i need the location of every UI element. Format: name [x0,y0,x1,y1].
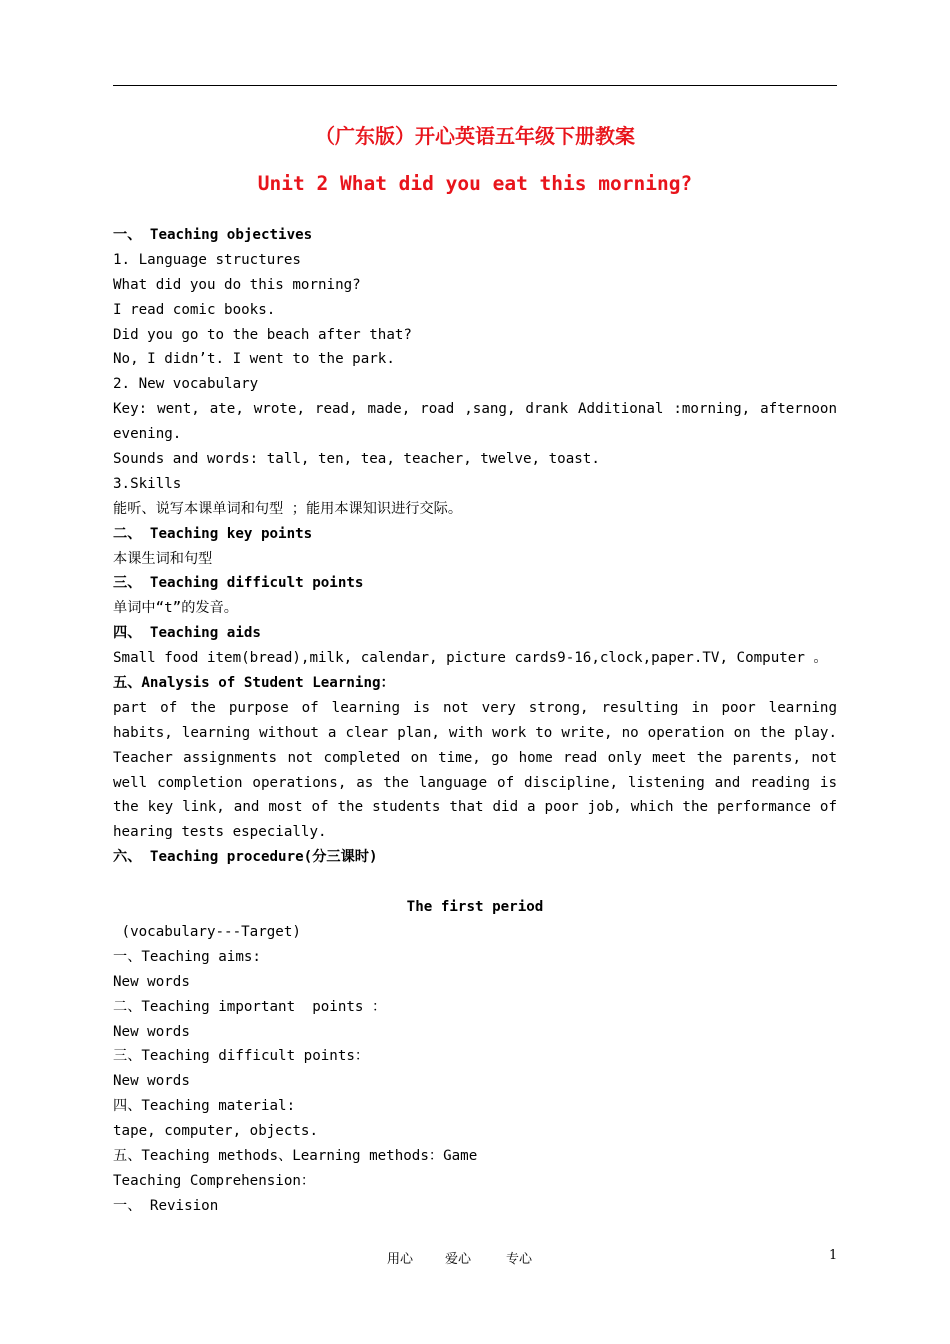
structure-question-1: What did you do this morning? [113,276,361,293]
page-footer [0,1248,950,1268]
revision-heading: 一、 Revision [113,1197,219,1214]
analysis-line: the key link, and most of the students that did a poor job, which the performance of [113,799,837,816]
methods-text: 五、Teaching methods、Learning methods：Game [113,1147,478,1164]
difficult-points-label: 三、Teaching difficult points： [113,1048,370,1065]
section-heading-aids: 四、 Teaching aids [113,625,261,642]
page-number: 1 [829,1248,838,1263]
footer-word: 爱心 [445,1252,472,1267]
difficult-points-text: 单词中“t”的发音。 [113,600,238,617]
footer-word: 专心 [506,1252,533,1267]
section-heading-objectives: 一、 Teaching objectives [113,227,313,243]
material-text: tape, computer, objects. [113,1123,318,1140]
doc-title-cn: （广东版）开心英语五年级下册教案 [315,124,635,148]
analysis-line: Teacher assignments not completed on time, go home read only meet the parents, not [113,749,837,766]
vocabulary-key-line: Key: went, ate, wrote, read, made, road ,sang, drank Additional :morning, afternoon [113,401,837,418]
structure-answer-2: No, I didn’t. I went to the park. [113,351,395,368]
section-heading-difficult-points: 三、 Teaching difficult points [113,575,364,592]
important-points-text: New words [113,1023,190,1040]
subheading-skills: 3.Skills [113,475,182,492]
aims-text: New words [113,973,190,990]
period-title: The first period [406,899,544,916]
vocabulary-key-line-cont: evening. [113,426,182,443]
subheading-structures: 1. Language structures [113,251,301,268]
analysis-line: habits, learning without a clear plan, with work to write, no operation on the play. [113,724,837,741]
analysis-line: hearing tests especially. [113,824,327,841]
period-subtitle: (vocabulary---Target) [113,923,301,940]
aids-text: Small food item(bread),milk, calendar, picture cards9-16,clock,paper.TV, Computer 。 [113,650,828,667]
analysis-line: part of the purpose of learning is not very strong, resulting in poor learning [113,699,837,716]
subheading-vocabulary: 2. New vocabulary [113,376,259,393]
analysis-line: well completion operations, as the language of discipline, listening and reading is [113,774,837,791]
document-body [113,223,837,1219]
section-heading-key-points: 二、 Teaching key points [113,525,313,542]
difficult-points-value: New words [113,1073,190,1090]
structure-question-2: Did you go to the beach after that? [113,326,412,343]
material-label: 四、Teaching material: [113,1098,296,1115]
aims-label: 一、Teaching aims: [113,948,261,965]
blank-line [113,870,837,895]
important-points-label: 二、Teaching important points ： [113,998,387,1015]
sounds-and-words: Sounds and words: tall, ten, tea, teacher, twelve, toast. [113,451,600,468]
structure-answer-1: I read comic books. [113,301,276,318]
footer-word: 用心 [387,1252,414,1267]
doc-title-en: Unit 2 What did you eat this morning? [257,172,693,195]
comprehension-label: Teaching Comprehension： [113,1172,316,1189]
section-heading-procedure: 六、 Teaching procedure(分三课时) [113,849,378,866]
key-points-text: 本课生词和句型 [113,550,213,567]
section-heading-analysis: 五、Analysis of Student Learning： [113,675,395,692]
skills-text: 能听、说写本课单词和句型 ；能用本课知识进行交际。 [113,500,463,517]
header-rule [113,85,837,86]
